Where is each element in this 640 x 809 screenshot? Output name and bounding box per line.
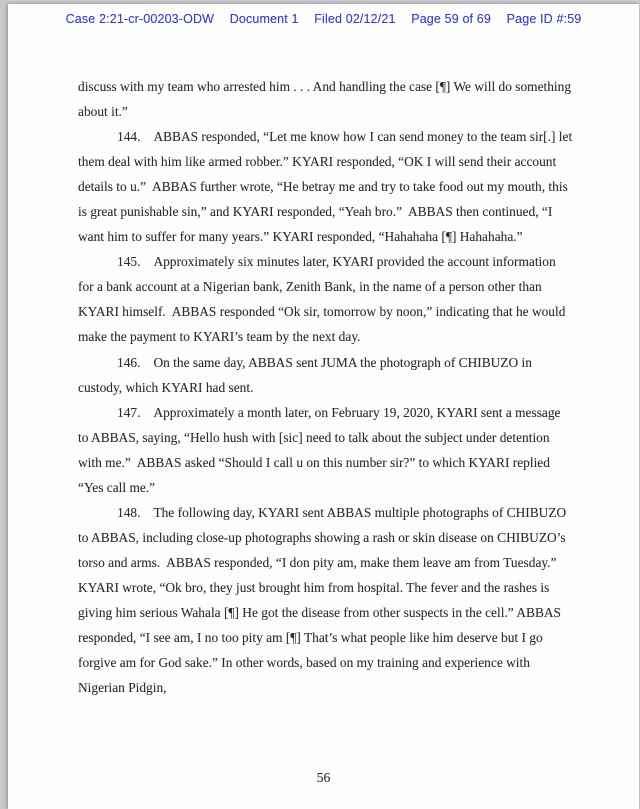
header-case-number: Case 2:21-cr-00203-ODW <box>65 12 215 26</box>
paragraph <box>78 124 574 249</box>
paragraph <box>78 74 574 124</box>
paragraph-number: 148. <box>117 504 141 520</box>
paragraph-number: 144. <box>117 129 141 145</box>
header-page-id: Page ID #:59 <box>506 12 582 26</box>
paragraph-text: discuss with my team who arrested him . . . And handling the case [¶] We will do something about it.” <box>78 79 575 120</box>
paragraph <box>78 500 574 700</box>
paragraph-text: Approximately a month later, on February 19, 2020, KYARI sent a message to ABBAS, saying, “Hello hush with [sic] need to talk about the subject under detention with me.” ABBAS asked “Should I call u on this number sir?” to which KYARI replied “Yes call me.” <box>78 404 564 495</box>
paragraph <box>78 400 574 500</box>
paragraph-text: Approximately six minutes later, KYARI provided the account information for a bank account at a Nigerian bank, Zenith Bank, in the name of a person other than KYARI himself. ABBAS responded “Ok sir, tomorrow by noon,” indicating that he would make the payment to KYARI’s team by the next day. <box>78 254 569 345</box>
page-number-footer: 56 <box>316 770 331 785</box>
paragraph-number: 147. <box>117 404 141 420</box>
paragraph <box>78 350 574 400</box>
paragraph-number: 145. <box>117 254 141 270</box>
document-page <box>8 4 639 809</box>
paragraph-text: On the same day, ABBAS sent JUMA the photograph of CHIBUZO in custody, which KYARI had sent. <box>78 354 536 395</box>
header-document-number: Document 1 <box>229 12 299 26</box>
header-filed-date: Filed 02/12/21 <box>314 12 396 26</box>
paragraph <box>78 249 574 349</box>
case-header <box>8 12 639 26</box>
document-body <box>78 74 574 700</box>
paragraph-number: 146. <box>117 354 141 370</box>
header-page-count: Page 59 of 69 <box>411 12 491 26</box>
paragraph-text: ABBAS responded, “Let me know how I can send money to the team sir[.] let them deal with him like armed robber.” KYARI responded, “OK I will send their account details to u.” ABBAS further wrote, “He betray me and try to take food out my mouth, this is great punishable sin,” and KYARI responded, “Yeah bro.” ABBAS then continued, “I want him to suffer for many years.” KYARI responded, “Hahahaha [¶] Hahahaha.” <box>78 129 576 245</box>
paragraph-text: The following day, KYARI sent ABBAS multiple photographs of CHIBUZO to ABBAS, including close-up photographs showing a rash or skin disease on CHIBUZO’s torso and arms. ABBAS responded, “I don pity am, make them leave am from Tuesday.” KYARI wrote, “Ok bro, they just brought him from hospital. The fever and the rashes is giving him serious Wahala [¶] He got the disease from other suspects in the cell.” ABBAS responded, “I see am, I no too pity am [¶] That’s what people like him deserve but I go forgive am for God sake.” In other words, based on my training and experience with Nigerian Pidgin, <box>78 504 570 696</box>
